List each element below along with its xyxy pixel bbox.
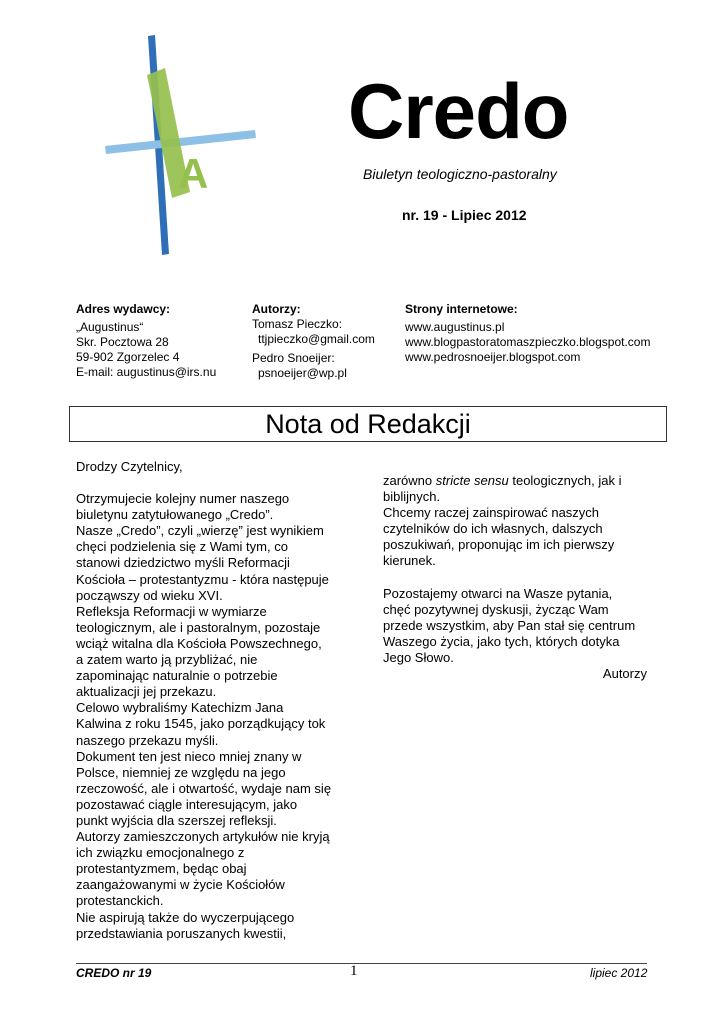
- author-name: Tomasz Pieczko:: [252, 317, 343, 331]
- publisher-heading: Adres wydawcy:: [76, 302, 171, 316]
- website-link[interactable]: www.augustinus.pl: [405, 320, 505, 334]
- article-line: punkt wyjścia dla szerszej refleksji.: [76, 812, 277, 828]
- logo-letter: A: [178, 150, 209, 197]
- article-line: chęci podzielenia się z Wami tym, co: [76, 539, 288, 555]
- paragraph-gap: [383, 570, 647, 586]
- article-line: począwszy od wieku XVI.: [76, 587, 223, 603]
- article-line: poszukiwań, proponując im ich pierwszy: [383, 537, 615, 553]
- page-number: 1: [350, 963, 358, 979]
- article-line: przedstawiania poruszanych kwestii,: [76, 925, 287, 941]
- article-line: Otrzymujecie kolejny numer naszego: [76, 491, 290, 507]
- article-line: rzeczowość, ale i otwartość, wydaje nam się: [76, 780, 332, 796]
- article-line: Polsce, niemniej ze względu na jego: [76, 764, 286, 780]
- section-heading-box: [69, 406, 667, 442]
- article-line: chęć pozytywnej dyskusji, życząc Wam: [383, 601, 609, 617]
- article-left-column: [76, 459, 366, 942]
- latin-phrase: stricte sensu: [435, 473, 509, 488]
- publisher-line: 59-902 Zgorzelec 4: [76, 350, 180, 364]
- section-title: Nota od Redakcji: [265, 409, 471, 439]
- article-line: naszego przekazu myśli.: [76, 732, 219, 748]
- article-line: wciąż witalna dla Kościoła Powszechnego,: [76, 635, 322, 651]
- article-line: Nasze „Credo”, czyli „wierzę” jest wynikiem: [76, 523, 324, 539]
- article-line: Autorzy zamieszczonych artykułów nie kryją: [76, 829, 330, 845]
- article-line: czytelników do ich własnych, dalszych: [383, 521, 603, 537]
- article-line: Refleksja Reformacji w wymiarze: [76, 603, 267, 619]
- article-line: zaangażowanymi w życie Kościołów: [76, 877, 285, 893]
- article-line: Nie aspirują także do wyczerpującego: [76, 909, 295, 925]
- article-line: biuletynu zatytułowanego „Credo”.: [76, 507, 274, 523]
- article-line: Kościoła – protestantyzmu - która następuje: [76, 571, 329, 587]
- article-line: stanowi dziedzictwo myśli Reformacji: [76, 555, 290, 571]
- publisher-line: „Augustinus“: [76, 320, 144, 334]
- footer-divider: [76, 963, 647, 964]
- augustinus-logo: [105, 30, 265, 260]
- signature: Autorzy: [602, 666, 647, 682]
- authors-block: [252, 302, 375, 381]
- author-email: ttjpieczko@gmail.com: [258, 332, 375, 346]
- publisher-block: [76, 302, 216, 380]
- author-email: psnoeijer@wp.pl: [258, 366, 347, 380]
- author-name: Pedro Snoeijer:: [252, 351, 335, 365]
- article-line: teologicznym, ale i pastoralnym, pozostaje: [76, 619, 321, 635]
- article-line: Celowo wybraliśmy Katechizm Jana: [76, 700, 284, 716]
- websites-heading: Strony internetowe:: [405, 302, 518, 316]
- article-line: Dokument ten jest nieco mniej znany w: [76, 748, 302, 764]
- websites-block: [405, 302, 650, 365]
- website-link[interactable]: www.blogpastoratomaszpieczko.blogspot.com: [405, 335, 651, 349]
- page-title: Credo: [348, 67, 569, 155]
- article-line: zapominając naturalnie o potrzebie: [76, 668, 278, 684]
- article-line: pozostawać ciągle interesującym, jako: [76, 796, 298, 812]
- authors-heading: Autorzy:: [252, 302, 301, 316]
- article-line: kierunek.: [383, 553, 436, 569]
- publisher-line: Skr. Pocztowa 28: [76, 335, 169, 349]
- publisher-email: E-mail: augustinus@irs.nu: [76, 365, 217, 379]
- article-line: Jego Słowo.: [383, 649, 454, 665]
- article-right-column: [383, 473, 647, 682]
- article-line: protestanckich.: [76, 893, 164, 909]
- paragraph-gap: [76, 475, 366, 491]
- article-line: Pozostajemy otwarci na Wasze pytania,: [383, 585, 613, 601]
- footer-date: lipiec 2012: [590, 966, 648, 980]
- article-line: biblijnych.: [383, 489, 441, 505]
- issue-number: nr. 19 - Lipiec 2012: [402, 207, 527, 223]
- article-line: przede wszystkim, aby Pan stał się centrum: [383, 617, 636, 633]
- article-line: zarówno stricte sensu teologicznych, jak i: [383, 473, 622, 488]
- article-line: Drodzy Czytelnicy,: [76, 459, 183, 474]
- article-line: a zatem warto ją przybliżać, nie: [76, 652, 258, 668]
- article-line: Chcemy raczej zainspirować naszych: [383, 505, 600, 521]
- article-line: protestantyzmem, będąc obaj: [76, 861, 247, 877]
- page-subtitle: Biuletyn teologiczno-pastoralny: [363, 166, 557, 182]
- footer-publication: CREDO nr 19: [76, 966, 152, 980]
- article-line: ich związku emocjonalnego z: [76, 845, 245, 861]
- article-line: Waszego życia, jako tych, których dotyka: [383, 633, 620, 649]
- article-line: Kalwina z roku 1545, jako porządkujący tok: [76, 716, 326, 732]
- website-link[interactable]: www.pedrosnoeijer.blogspot.com: [405, 350, 581, 364]
- article-line: aktualizacji jej przekazu.: [76, 684, 217, 700]
